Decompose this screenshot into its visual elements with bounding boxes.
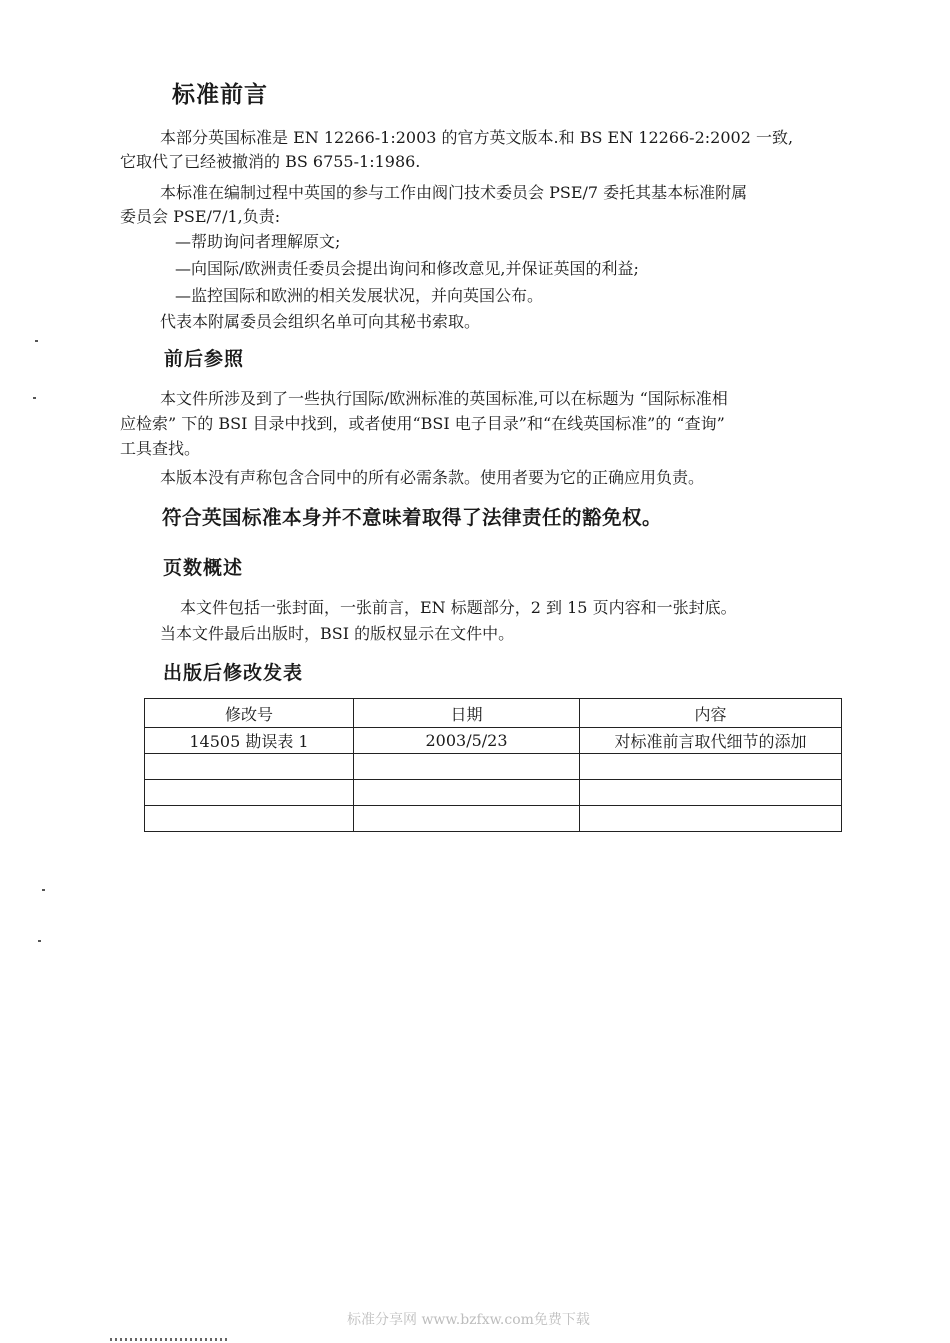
- cross-references-para2: 本版本没有声称包含合同中的所有必需条款。使用者要为它的正确应用负责。: [160, 468, 705, 487]
- foreword-heading: 标准前言: [172, 82, 268, 108]
- table-row: [145, 806, 842, 832]
- summary-line2: 当本文件最后出版时，BSI 的版权显示在文件中。: [160, 624, 515, 643]
- table-cell: [145, 780, 354, 806]
- cross-references-heading: 前后参照: [164, 348, 245, 370]
- table-row: [145, 728, 842, 754]
- table-cell: [354, 780, 580, 806]
- scan-speck: [38, 940, 41, 942]
- cross-references-para1-line2: 应检索” 下的 BSI 目录中找到，或者使用“BSI 电子目录”和“在线英国标准”的 “查询”: [120, 414, 725, 433]
- foreword-para1-line2: 它取代了已经被撤消的 BS 6755-1:1986.: [120, 152, 421, 171]
- table-cell: [354, 806, 580, 832]
- cross-references-para1-line3: 工具查找。: [120, 439, 201, 458]
- liability-notice: 符合英国标准本身并不意味着取得了法律责任的豁免权。: [162, 506, 663, 529]
- table-row: [145, 780, 842, 806]
- table-cell: 2003/5/23: [354, 728, 580, 754]
- column-header-date: 日期: [354, 699, 580, 728]
- foreword-para3: 代表本附属委员会组织名单可向其秘书索取。: [160, 312, 481, 331]
- foreword-para2-line2: 委员会 PSE/7/1,负责:: [120, 207, 281, 226]
- table-cell: [580, 754, 842, 780]
- table-cell: 14505 勘误表 1: [145, 728, 354, 754]
- column-header-comments: 内容: [580, 699, 842, 728]
- foreword-item-3: —监控国际和欧洲的相关发展状况，并向英国公布。: [175, 286, 544, 305]
- foreword-para1-line1: 本部分英国标准是 EN 12266-1:2003 的官方英文版本.和 BS EN 12266-2:2002 一致,: [160, 128, 794, 147]
- table-cell: [354, 754, 580, 780]
- scan-speck: [42, 889, 45, 891]
- table-row: [145, 754, 842, 780]
- table-cell: [145, 806, 354, 832]
- foreword-item-1: —帮助询问者理解原文;: [175, 232, 341, 251]
- table-cell: [580, 780, 842, 806]
- table-cell: 对标准前言取代细节的添加: [580, 728, 842, 754]
- summary-line1: 本文件包括一张封面，一张前言，EN 标题部分，2 到 15 页内容和一张封底。: [180, 598, 737, 617]
- column-header-amendment-no: 修改号: [145, 699, 354, 728]
- table-cell: [145, 754, 354, 780]
- watermark-footer: 标准分享网 www.bzfxw.com免费下载: [347, 1312, 590, 1328]
- foreword-item-2: —向国际/欧洲责任委员会提出询问和修改意见,并保证英国的利益;: [175, 259, 639, 278]
- cross-references-para1-line1: 本文件所涉及到了一些执行国际/欧洲标准的英国标准,可以在标题为 “国际标准相: [160, 389, 728, 408]
- scan-speck: [33, 397, 36, 399]
- scan-speck: [35, 340, 38, 342]
- table-cell: [580, 806, 842, 832]
- table-header-row: [145, 699, 842, 728]
- amendments-heading: 出版后修改发表: [163, 662, 304, 684]
- scan-bottom-edge: [110, 1338, 230, 1341]
- amendments-table: [144, 698, 842, 832]
- summary-heading: 页数概述: [163, 557, 244, 579]
- foreword-para2-line1: 本标准在编制过程中英国的参与工作由阀门技术委员会 PSE/7 委托其基本标准附属: [160, 183, 748, 202]
